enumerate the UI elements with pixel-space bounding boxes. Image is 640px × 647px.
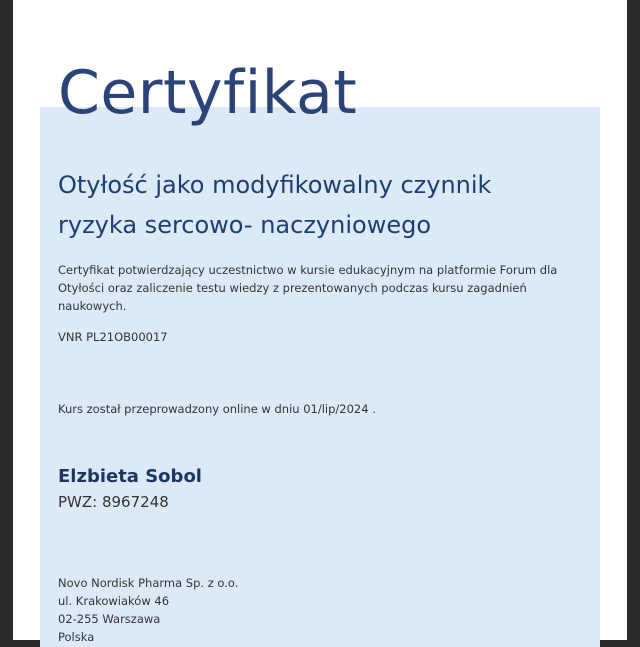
certificate-page [13, 0, 627, 644]
participant-pwz: PWZ: 8967248 [58, 493, 169, 511]
organizer-address [58, 574, 238, 646]
address-line: 02-255 Warszawa [58, 612, 161, 626]
address-line: Polska [58, 630, 95, 644]
course-title [58, 165, 491, 245]
description-line: Otyłości oraz zaliczenie testu wiedzy z prezentowanych podczas kursu zagadnień [58, 281, 527, 295]
address-line: Novo Nordisk Pharma Sp. z o.o. [58, 576, 239, 590]
course-date: Kurs został przeprowadzony online w dniu 01/lip/2024 . [58, 402, 376, 416]
participant-name: Elzbieta Sobol [58, 466, 202, 487]
course-title-line: Otyłość jako modyfikowalny czynnik [58, 171, 492, 199]
address-line: ul. Krakowiaków 46 [58, 594, 170, 608]
description-line: naukowych. [58, 299, 127, 313]
description-line: Certyfikat potwierdzający uczestnictwo w kursie edukacyjnym na platformie Forum dla [58, 263, 558, 277]
certificate-description [58, 261, 557, 315]
vnr-code: VNR PL21OB00017 [58, 330, 168, 344]
certificate-title: Certyfikat [58, 58, 358, 128]
course-title-line: ryzyka sercowo- naczyniowego [58, 211, 432, 239]
